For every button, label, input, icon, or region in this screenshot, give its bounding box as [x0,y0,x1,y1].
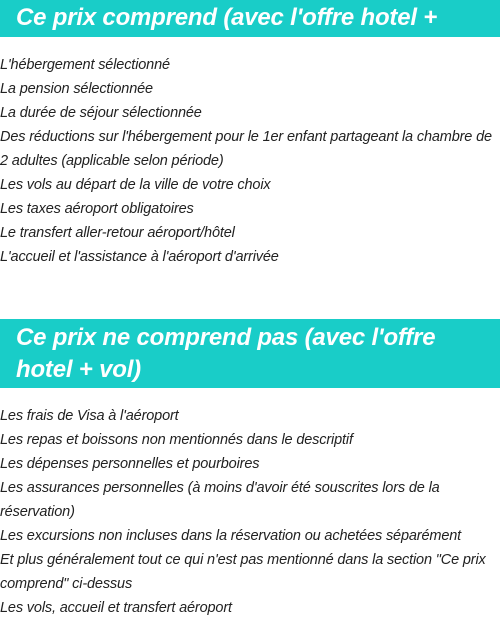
list-item: Les dépenses personnelles et pourboires [0,456,260,472]
list-item: Le transfert aller-retour aéroport/hôtel [0,225,235,241]
included-items-list [0,53,500,269]
list-item: Les excursions non incluses dans la réservation ou achetées séparément [0,528,462,544]
list-item: L'accueil et l'assistance à l'aéroport d'arrivée [0,249,279,265]
list-item: Des réductions sur l'hébergement pour le 1er enfant partageant la chambre de 2 adultes (applicable selon période) [0,129,492,169]
list-item: Les assurances personnelles (à moins d'avoir été souscrites lors de la réservation) [0,480,440,520]
list-item: L'hébergement sélectionné [0,57,170,73]
list-item: La durée de séjour sélectionnée [0,105,202,121]
section-title-included: Ce prix comprend (avec l'offre hotel + vol) [0,0,500,37]
section-title-excluded: Ce prix ne comprend pas (avec l'offre hotel + vol) [0,319,500,388]
list-item: Les taxes aéroport obligatoires [0,201,194,217]
list-item: Les vols, accueil et transfert aéroport [0,600,232,616]
list-item: Les frais de Visa à l'aéroport [0,408,179,424]
list-item: Et plus généralement tout ce qui n'est pas mentionné dans la section "Ce prix comprend" ci-dessus [0,552,486,592]
excluded-items-list [0,404,500,620]
list-item: Les vols au départ de la ville de votre choix [0,177,271,193]
list-item: Les repas et boissons non mentionnés dans le descriptif [0,432,353,448]
list-item: La pension sélectionnée [0,81,153,97]
